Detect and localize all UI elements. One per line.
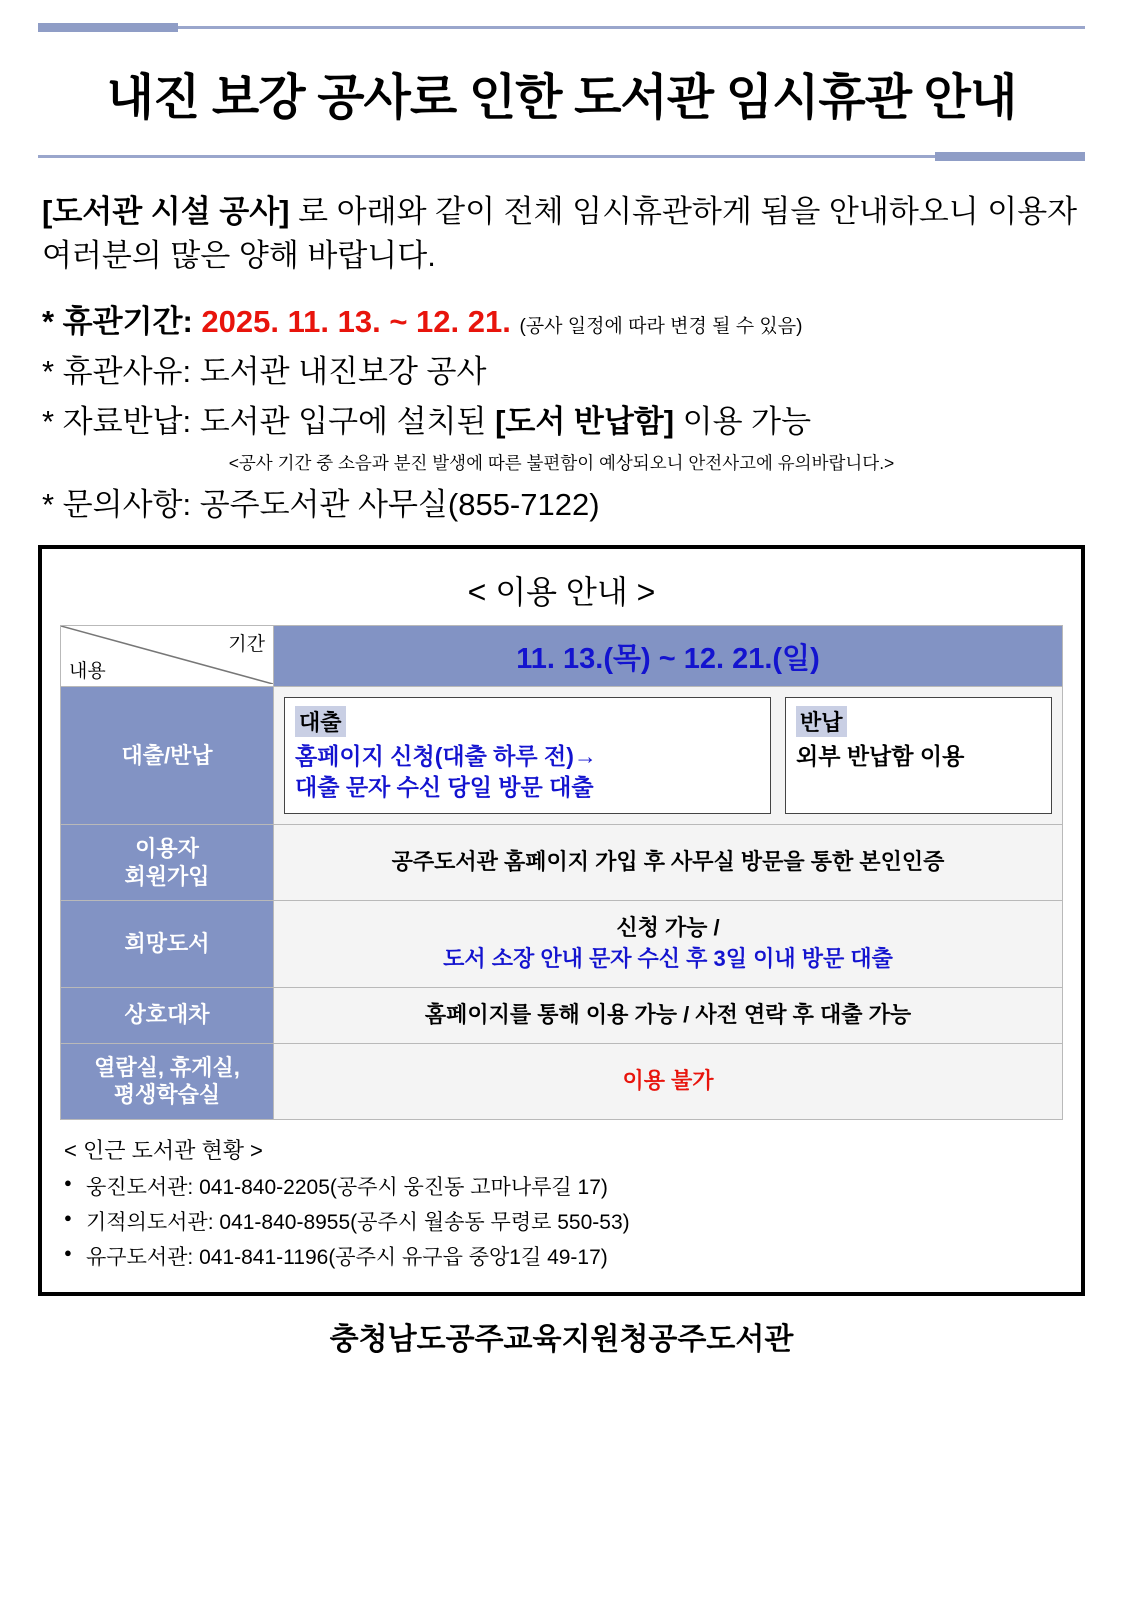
loan-line-2: 대출 문자 수신 당일 방문 대출 bbox=[295, 774, 594, 801]
rowhead-request-book: 희망도서 bbox=[61, 901, 274, 988]
loan-tag: 대출 bbox=[295, 706, 346, 737]
poster-page bbox=[0, 26, 1123, 1613]
table-row-loan-return bbox=[61, 687, 1063, 825]
title-underline-accent bbox=[935, 152, 1085, 161]
table-row-header bbox=[61, 626, 1063, 687]
request-book-line-2: 도서 소장 안내 문자 수신 후 3일 이내 방문 대출 bbox=[443, 945, 893, 971]
cell-membership: 공주도서관 홈페이지 가입 후 사무실 방문을 통한 본인인증 bbox=[274, 825, 1063, 901]
detail-item-reason bbox=[42, 350, 1081, 394]
detail-item-contact bbox=[42, 483, 1081, 527]
table-row-membership bbox=[61, 825, 1063, 901]
top-divider-accent bbox=[38, 23, 178, 32]
loan-return-wrap bbox=[274, 687, 1062, 824]
page-title: 내진 보강 공사로 인한 도서관 임시휴관 안내 bbox=[106, 71, 1017, 125]
nearby-title: < 인근 도서관 현황 > bbox=[64, 1137, 263, 1163]
cell-interlibrary: 홈페이지를 통해 이용 가능 / 사전 연락 후 대출 가능 bbox=[274, 987, 1063, 1043]
return-tag: 반납 bbox=[796, 706, 847, 737]
guide-box bbox=[38, 545, 1085, 1295]
guide-heading: < 이용 안내 > bbox=[467, 574, 656, 611]
detail-value-return-bold: [도서 반납함] bbox=[495, 404, 675, 440]
return-line-1: 외부 반납함 이용 bbox=[796, 743, 965, 770]
return-subbox bbox=[785, 697, 1052, 814]
table-row-reading-rooms bbox=[61, 1043, 1063, 1119]
rowhead-interlibrary: 상호대차 bbox=[61, 987, 274, 1043]
detail-item-period bbox=[42, 300, 1081, 344]
table-corner-cell bbox=[61, 626, 274, 687]
detail-value-period: 2025. 11. 13. ~ 12. 21. bbox=[201, 304, 511, 340]
detail-value-reason: 도서관 내진보강 공사 bbox=[199, 354, 487, 390]
list-item: ● 기적의도서관: 041-840-8955(공주시 월송동 무령로 550-53) bbox=[64, 1206, 1063, 1236]
rowhead-loan-return: 대출/반납 bbox=[61, 687, 274, 825]
corner-label-content: 내용 bbox=[69, 661, 106, 683]
detail-label-reason: * 휴관사유: bbox=[42, 354, 192, 390]
footer-organization: 충청남도공주교육지원청공주도서관 bbox=[329, 1322, 794, 1356]
list-item: ● 웅진도서관: 041-840-2205(공주시 웅진동 고마나루길 17) bbox=[64, 1171, 1063, 1201]
caution-note: <공사 기간 중 소음과 분진 발생에 따른 불편함이 예상되오니 안전사고에 유의바랍니다.> bbox=[228, 453, 895, 474]
detail-value-contact: 공주도서관 사무실(855-7122) bbox=[199, 487, 600, 523]
period-header: 11. 13.(목) ~ 12. 21.(일) bbox=[274, 626, 1063, 687]
table-row-request-book bbox=[61, 901, 1063, 988]
cell-request-book bbox=[274, 901, 1063, 988]
intro-strong: [도서관 시설 공사] bbox=[42, 194, 290, 229]
rowhead-membership-line1: 이용자 bbox=[135, 836, 199, 862]
rowhead-reading-rooms-line1: 열람실, 휴게실, bbox=[94, 1054, 240, 1080]
cell-reading-rooms: 이용 불가 bbox=[274, 1043, 1063, 1119]
detail-value-return-post: 이용 가능 bbox=[674, 404, 812, 440]
intro-paragraph bbox=[42, 190, 1081, 278]
request-book-line-1: 신청 가능 / bbox=[616, 915, 720, 941]
top-divider bbox=[38, 26, 1085, 29]
detail-note-period: (공사 일정에 따라 변경 될 수 있음) bbox=[519, 316, 803, 338]
nearby-libraries bbox=[60, 1134, 1063, 1271]
corner-label-period: 기간 bbox=[228, 634, 265, 656]
loan-return-split bbox=[284, 697, 1052, 814]
detail-label-contact: * 문의사항: bbox=[42, 487, 192, 523]
detail-list bbox=[42, 300, 1081, 527]
intro-rest: 로 아래와 같이 전체 임시휴관하게 됨을 안내하오니 이용자 여러분의 많은 양해 바랍니다. bbox=[42, 194, 1078, 274]
table-row-interlibrary bbox=[61, 987, 1063, 1043]
loan-subbox bbox=[284, 697, 771, 814]
detail-value-return-pre: 도서관 입구에 설치된 bbox=[199, 404, 496, 440]
detail-label-return: * 자료반납: bbox=[42, 404, 192, 440]
rowhead-membership bbox=[61, 825, 274, 901]
rowhead-reading-rooms bbox=[61, 1043, 274, 1119]
guide-table bbox=[60, 625, 1063, 1119]
rowhead-reading-rooms-line2: 평생학습실 bbox=[113, 1082, 221, 1108]
rowhead-membership-line2: 회원가입 bbox=[124, 863, 210, 889]
loan-line-1: 홈페이지 신청(대출 하루 전)→ bbox=[295, 743, 597, 770]
detail-item-return bbox=[42, 400, 1081, 444]
cell-loan-return bbox=[274, 687, 1063, 825]
list-item: ● 유구도서관: 041-841-1196(공주시 유구읍 중앙1길 49-17) bbox=[64, 1241, 1063, 1271]
title-underline bbox=[38, 155, 1085, 158]
detail-label-period: * 휴관기간: bbox=[42, 304, 193, 340]
